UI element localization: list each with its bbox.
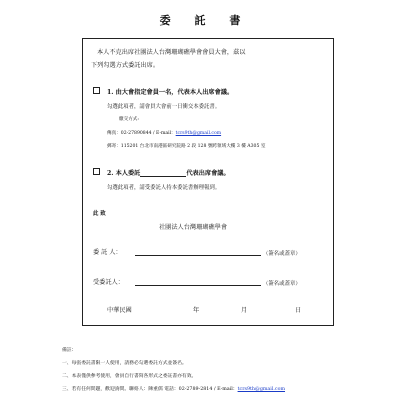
delegatee-signature-line[interactable] bbox=[135, 285, 261, 286]
option-2-checkbox[interactable] bbox=[93, 168, 100, 175]
note-item-3 bbox=[62, 385, 285, 392]
submission-method-label: 繳交方式: bbox=[119, 117, 139, 122]
proxy-form-frame bbox=[82, 38, 334, 326]
date-year: 年 bbox=[193, 307, 200, 314]
document-title: 委 託 書 bbox=[159, 14, 251, 27]
option-2-heading bbox=[107, 168, 230, 177]
delegatee-sign-hint: （簽名或蓋章） bbox=[263, 281, 301, 287]
option-2-heading-suffix: 代表出席會議。 bbox=[186, 170, 230, 177]
option-2-note: 勾選此項者，請受委託人持本委託書辦理報到。 bbox=[107, 185, 221, 191]
delegatee-name-blank[interactable] bbox=[140, 170, 186, 177]
note-item-1: 一、每張委託書限一人使用，請務必勾選委託方式並簽名。 bbox=[62, 361, 187, 366]
mail-address-line: 郵寄：115201 台北市南港區研究院路 2 段 128 號跨領域大樓 3 樓 A305 室 bbox=[107, 144, 266, 149]
date-day: 日 bbox=[295, 307, 302, 314]
intro-line-2: 下列勾選方式委託出席。 bbox=[91, 62, 160, 69]
option-1-note: 勾選此項者，請會員大會前一日衝交本委託書。 bbox=[107, 104, 221, 110]
intro-line-1: 本人不克出席社團法人台灣珊瑚礁學會會員大會，茲以 bbox=[97, 49, 246, 56]
option-1-checkbox[interactable] bbox=[93, 87, 100, 94]
fax-email-line bbox=[107, 130, 221, 136]
delegator-sign-hint: （簽名或蓋章） bbox=[263, 251, 301, 257]
note-item-3-text: 三、若有任何問題，歡迎詢問。聯絡人：陳重儒 電話：02-2789-2814 / E-mail： bbox=[62, 387, 238, 392]
addressee-organization: 社團法人台灣珊瑚礁學會 bbox=[159, 224, 228, 231]
delegatee-label: 受委託人： bbox=[93, 279, 124, 286]
date-era: 中華民國 bbox=[107, 307, 132, 314]
notes-heading: 備註： bbox=[62, 348, 77, 353]
contact-email-link[interactable]: tcrs9th@gmail.com bbox=[237, 387, 286, 392]
date-month: 月 bbox=[241, 307, 248, 314]
delegator-label: 委 託 人： bbox=[93, 249, 122, 256]
delegator-signature-line[interactable] bbox=[135, 255, 261, 256]
option-2-heading-prefix: 2. 本人委託 bbox=[107, 170, 141, 177]
fax-email-prefix: 傳真：02-27890844 / E-mail： bbox=[107, 131, 176, 136]
note-item-2: 二、本表僅供參考使用，會員自行書寫各形式之委託書亦有效。 bbox=[62, 374, 197, 379]
option-1-heading: 1. 由大會指定會員一名，代表本人出席會議。 bbox=[107, 89, 234, 96]
addressee-prefix: 此 致 bbox=[93, 211, 106, 217]
email-link[interactable]: tcrs9th@gmail.com bbox=[175, 131, 222, 136]
